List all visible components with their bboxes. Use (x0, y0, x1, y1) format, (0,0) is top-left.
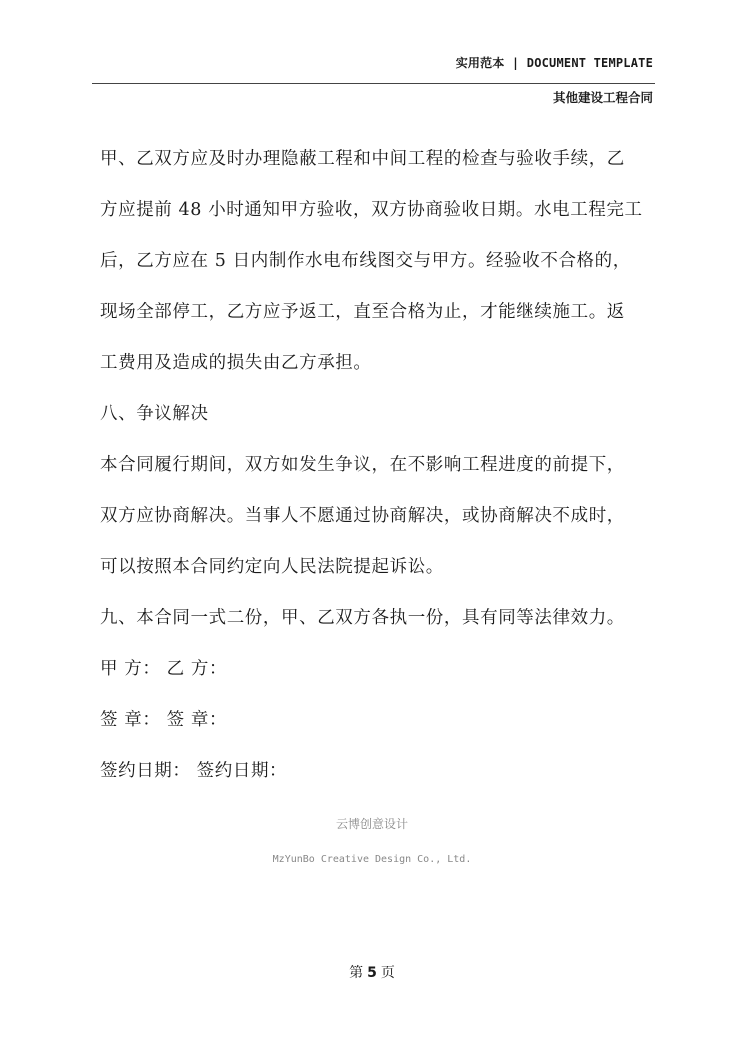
body-line-dispute-1: 本合同履行期间，双方如发生争议，在不影响工程进度的前提下， (100, 455, 625, 475)
header-contract-title: 其他建设工程合同 (552, 90, 653, 105)
section-copies-clause: 九、本合同一式二份，甲、乙双方各执一份，具有同等法律效力。 (100, 608, 625, 628)
body-line-inspection-5: 工费用及造成的损失由乙方承担。 (100, 353, 372, 373)
page-header (92, 50, 655, 114)
footer-company-en: MzYunBo Creative Design Co., Ltd. (272, 854, 472, 865)
header-divider (92, 83, 655, 84)
section-heading-dispute: 八、争议解决 (100, 404, 209, 424)
footer-company-cn: 云博创意设计 (335, 817, 408, 831)
body-line-inspection-3: 后，乙方应在 5 日内制作水电布线图交与甲方。经验收不合格的， (100, 251, 631, 271)
page-number (0, 962, 744, 982)
body-line-inspection-1: 甲、乙双方应及时办理隐蔽工程和中间工程的检查与验收手续，乙 (100, 149, 625, 169)
page-number-prefix: 第 (349, 965, 364, 981)
signature-party-line: 甲 方： 乙 方： (100, 659, 228, 679)
header-document-tag: 实用范本 | DOCUMENT TEMPLATE (455, 56, 653, 70)
body-line-dispute-3: 可以按照本合同约定向人民法院提起诉讼。 (100, 557, 444, 577)
page-number-suffix: 页 (380, 965, 395, 981)
document-body (100, 134, 660, 797)
signature-date-line: 签约日期： 签约日期： (100, 761, 288, 781)
body-line-dispute-2: 双方应协商解决。当事人不愿通过协商解决，或协商解决不成时， (100, 506, 625, 526)
page-number-value: 5 (367, 965, 377, 981)
body-line-inspection-2: 方应提前 48 小时通知甲方验收，双方协商验收日期。水电工程完工 (100, 200, 643, 220)
body-line-inspection-4: 现场全部停工，乙方应予返工，直至合格为止，才能继续施工。返 (100, 302, 625, 322)
signature-seal-line: 签 章： 签 章： (100, 710, 228, 730)
